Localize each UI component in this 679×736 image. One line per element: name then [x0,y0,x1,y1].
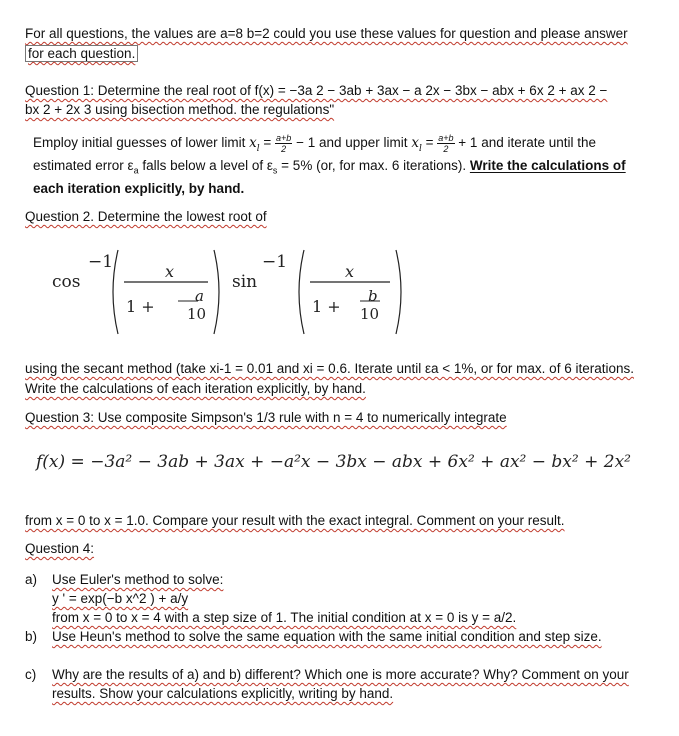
q2-sin: sin [232,272,258,292]
q1-line-4-sub-a: a [133,165,139,176]
q1-line-4-bold: Write the calculations of [469,158,626,173]
q4-c-line-1: Why are the results of a) and b) different? Which one is more accurate? Why? Comment on your [52,667,629,682]
q4-a-line-1: Use Euler's method to solve: [52,572,224,587]
q1-eq-1: = [263,135,272,151]
q1-frac-upper-num: a+b [438,133,454,143]
q2-ten-a: 10 [187,305,207,323]
q1-line-4-c: = 5% (or, for max. 6 iterations). [277,158,467,173]
q1-frac-upper-den: 2 [443,144,449,154]
q2-line-2: Write the calculations of each iteration explicitly, by hand. [25,381,366,396]
q3-heading: Question 3: Use composite Simpson's 1/3 rule with n = 4 to numerically integrate [25,410,507,425]
q2-x-sin: x [345,262,355,281]
intro-line-1: For all questions, the values are a=8 b=2 could you use these values for question and please answer [25,26,628,41]
intro-line-2 [25,46,138,61]
q3-line-1: from x = 0 to x = 1.0. Compare your result with the exact integral. Comment on your result. [25,513,565,528]
q1-frac-lower [275,133,292,154]
q1-lower-tail: − 1 and upper limit [296,135,408,151]
q1-xl-sub: l [256,143,260,154]
q1-xl: x [249,135,257,152]
q4-c-label: c) [25,667,37,682]
q2-one-plus-b: 1 + [312,297,341,316]
q1-line-1: Question 1: Determine the real root of f(x) = −3a 2 − 3ab + 3ax − a 2x − 3bx − abx + 6x 2 + ax 2 − [25,83,608,98]
q1-eq-2: = [425,135,434,151]
q2-a: a [195,287,204,305]
q2-cos-exp: −1 [88,252,114,272]
intro-line-2-text: for each question. [25,45,138,62]
q4-heading: Question 4: [25,541,95,556]
q4-b-label: b) [25,629,38,644]
q4-b-line: Use Heun's method to solve the same equation with the same initial condition and step size. [52,629,602,644]
q1-line-2: bx 2 + 2x 3 using bisection method. the regulations" [25,102,335,117]
q1-xu-sub: l [418,143,422,154]
q1-line-4-sub-s: s [272,165,278,176]
q2-line-1: using the secant method (take xi-1 = 0.01 and xi = 0.6. Iterate until εa < 1%, or for max. of 6 iterations. [25,361,634,376]
q2-x-cos: x [165,262,175,281]
q1-guess-prefix: Employ initial guesses of lower limit [33,135,246,151]
q1-line-4 [33,158,626,176]
q1-guess-line [33,133,596,154]
q2-cos: cos [52,272,81,292]
q2-one-plus-a: 1 + [126,297,155,316]
q3-equation: f(x) = −3a² − 3ab + 3ax + −a²x − 3bx − abx + 6x² + ax² − bx² + 2x² [36,452,631,472]
q1-frac-lower-den: 2 [281,144,287,154]
q1-line-5: each iteration explicitly, by hand. [33,181,245,196]
q2-sin-exp: −1 [262,252,288,272]
q1-upper-tail: + 1 and iterate until the [458,135,597,151]
q4-c-line-2: results. Show your calculations explicitly, writing by hand. [52,686,394,701]
q1-xu: x [411,135,419,152]
q2-ten-b: 10 [360,305,380,323]
q4-a-label: a) [25,572,38,587]
q1-line-4-b: falls below a level of ε [138,158,273,173]
q1-frac-lower-num: a+b [276,133,292,143]
q4-a-line-3: from x = 0 to x = 4 with a step size of 1. The initial condition at x = 0 is y = a/2. [52,610,517,625]
q1-frac-upper [437,133,454,154]
q2-b: b [368,287,378,305]
q4-a-line-2: y ' = exp(−b x^2 ) + a/y [52,591,189,606]
q2-heading: Question 2. Determine the lowest root of [25,209,267,224]
q1-line-4-a: estimated error ε [33,158,134,173]
